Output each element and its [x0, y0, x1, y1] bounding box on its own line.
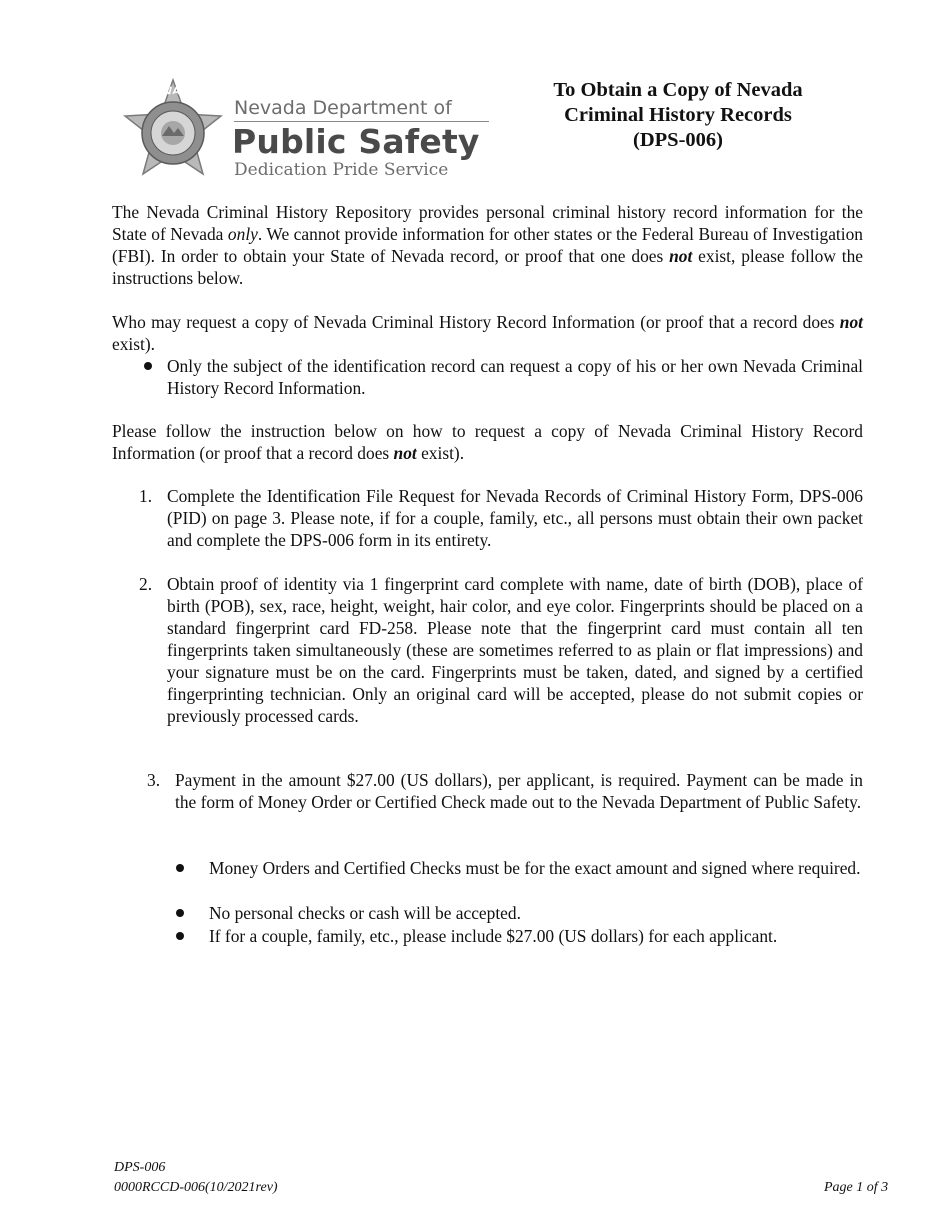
footer-page-number: Page 1 of 3 [824, 1180, 889, 1195]
step-number: 2. [139, 574, 153, 594]
footer-form-id: DPS-006 [114, 1160, 166, 1175]
bullet-icon [176, 932, 184, 940]
list-item: Only the subject of the identification record can request a copy of his or her own Nevada Criminal History Record Information. [167, 355, 863, 399]
bullet-icon [176, 909, 184, 917]
intro-paragraph: The Nevada Criminal History Repository provides personal criminal history record information for the State of Nevada only. We cannot provide information for other states or the Federal Bureau of Investigation (FBI). In order to obtain your State of Nevada record, or proof that one does not exist, please follow the instructions below. [112, 202, 863, 288]
logo-motto-text: Dedication Pride Service [234, 160, 449, 180]
bullet-icon [144, 362, 152, 370]
star-badge-icon [117, 78, 229, 190]
emphasis-not: not [393, 443, 417, 463]
step-number: 3. [147, 770, 161, 790]
nevada-dps-logo [117, 78, 497, 190]
emphasis-not: not [839, 312, 863, 332]
list-item: If for a couple, family, etc., please include $27.00 (US dollars) for each applicant. [209, 925, 863, 947]
badge-ring-text: NEVADA [147, 85, 199, 105]
step-number: 1. [139, 486, 153, 506]
step-2 [139, 573, 863, 727]
step-text: Obtain proof of identity via 1 fingerprint card complete with name, date of birth (DOB), place of birth (POB), sex, race, height, weight, hair color, and eye color. Fingerprints should be placed on a standard fingerprint card FD-258. Please note that the fingerprint card must contain all ten fingerprints taken simultaneously (these are sometimes referred to as plain or flat impressions) and your signature must be on the card. Fingerprints must be taken, dated, and signed by a certified fingerprinting technician. Only an original card will be accepted, please do not submit copies or previously processed cards. [167, 574, 863, 726]
step-3 [147, 769, 863, 813]
follow-instructions-paragraph: Please follow the instruction below on how to request a copy of Nevada Criminal History Record Information (or proof that a record does not exist). [112, 421, 863, 463]
document-title [527, 78, 829, 153]
logo-department-text: Nevada Department of [234, 97, 452, 119]
title-line-2: Criminal History Records [564, 104, 792, 126]
emphasis-not: not [669, 246, 693, 266]
step-text: Complete the Identification File Request for Nevada Records of Criminal History Form, DPS-006 (PID) on page 3. Please note, if for a couple, family, etc., all persons must obtain their own packet and complete the DPS-006 form in its entirety. [167, 486, 863, 550]
list-item: No personal checks or cash will be accepted. [209, 902, 863, 924]
step-text: Payment in the amount $27.00 (US dollars), per applicant, is required. Payment can be made in the form of Money Order or Certified Check made out to the Nevada Department of Public Safety. [175, 770, 863, 812]
bullet-icon [176, 864, 184, 872]
emphasis-only: only [227, 224, 258, 244]
footer-revision: 0000RCCD-006(10/2021rev) [114, 1180, 278, 1195]
title-line-3: (DPS-006) [633, 129, 723, 151]
title-line-1: To Obtain a Copy of Nevada [553, 79, 803, 101]
logo-public-safety-text: Public Safety [232, 122, 480, 161]
step-1 [139, 485, 863, 551]
who-may-request-paragraph: Who may request a copy of Nevada Criminal History Record Information (or proof that a record does not exist). [112, 312, 863, 354]
list-item: Money Orders and Certified Checks must be for the exact amount and signed where required. [209, 857, 863, 879]
